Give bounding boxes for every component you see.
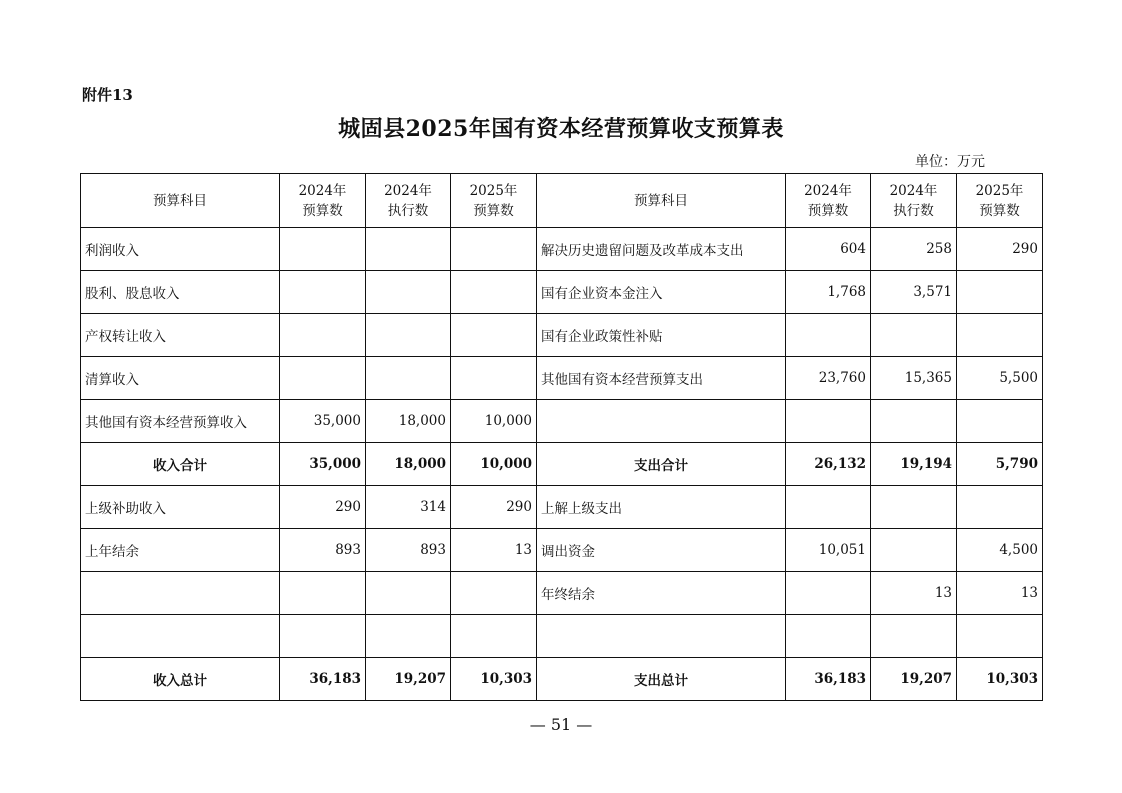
unit-label: 单位：万元 <box>915 154 985 170</box>
left-value-cell <box>366 271 451 314</box>
right-value-cell: 23,760 <box>786 357 871 400</box>
header-right-subject: 预算科目 <box>537 174 786 228</box>
left-subject-cell: 收入总计 <box>81 658 280 701</box>
right-value-cell <box>786 615 871 658</box>
left-value-cell: 18,000 <box>366 400 451 443</box>
right-value-cell: 13 <box>957 572 1043 615</box>
header-right-2024-budget: 2024年 预算数 <box>786 174 871 228</box>
right-value-cell <box>957 615 1043 658</box>
right-subject-cell <box>537 615 786 658</box>
right-value-cell: 4,500 <box>957 529 1043 572</box>
right-subject-cell: 调出资金 <box>537 529 786 572</box>
right-subject-cell: 其他国有资本经营预算支出 <box>537 357 786 400</box>
right-value-cell <box>957 400 1043 443</box>
right-value-cell: 290 <box>957 228 1043 271</box>
header-right-2024-exec: 2024年 执行数 <box>871 174 957 228</box>
left-value-cell <box>280 615 366 658</box>
right-subject-cell: 年终结余 <box>537 572 786 615</box>
right-subject-cell <box>537 400 786 443</box>
left-subject-cell: 其他国有资本经营预算收入 <box>81 400 280 443</box>
right-subject-cell: 支出总计 <box>537 658 786 701</box>
left-subject-cell: 上级补助收入 <box>81 486 280 529</box>
left-value-cell: 19,207 <box>366 658 451 701</box>
table-total-row <box>81 658 1043 701</box>
header-left-2024-budget: 2024年 预算数 <box>280 174 366 228</box>
left-value-cell <box>366 572 451 615</box>
right-subject-cell: 国有企业政策性补贴 <box>537 314 786 357</box>
left-value-cell <box>280 228 366 271</box>
table-row <box>81 615 1043 658</box>
right-value-cell: 1,768 <box>786 271 871 314</box>
left-value-cell: 893 <box>280 529 366 572</box>
right-value-cell <box>786 486 871 529</box>
right-value-cell: 604 <box>786 228 871 271</box>
table-total-row <box>81 443 1043 486</box>
right-value-cell: 5,500 <box>957 357 1043 400</box>
left-value-cell <box>366 228 451 271</box>
right-value-cell <box>871 529 957 572</box>
attachment-label: 附件13 <box>82 86 133 104</box>
right-value-cell: 36,183 <box>786 658 871 701</box>
table-row <box>81 271 1043 314</box>
right-subject-cell: 解决历史遗留问题及改革成本支出 <box>537 228 786 271</box>
right-value-cell: 10,051 <box>786 529 871 572</box>
left-subject-cell: 上年结余 <box>81 529 280 572</box>
table-row <box>81 357 1043 400</box>
left-value-cell: 36,183 <box>280 658 366 701</box>
right-subject-cell: 国有企业资本金注入 <box>537 271 786 314</box>
header-left-2024-exec: 2024年 执行数 <box>366 174 451 228</box>
left-value-cell: 10,303 <box>451 658 537 701</box>
header-left-subject: 预算科目 <box>81 174 280 228</box>
table-row <box>81 529 1043 572</box>
left-value-cell: 13 <box>451 529 537 572</box>
left-value-cell: 290 <box>451 486 537 529</box>
left-value-cell: 35,000 <box>280 443 366 486</box>
left-value-cell: 893 <box>366 529 451 572</box>
right-value-cell <box>871 486 957 529</box>
table-row <box>81 228 1043 271</box>
table-row <box>81 486 1043 529</box>
left-value-cell <box>280 271 366 314</box>
left-value-cell <box>451 314 537 357</box>
right-subject-cell: 上解上级支出 <box>537 486 786 529</box>
left-subject-cell: 收入合计 <box>81 443 280 486</box>
right-value-cell <box>786 400 871 443</box>
header-right-2025-budget: 2025年 预算数 <box>957 174 1043 228</box>
page-number: — 51 — <box>529 715 593 734</box>
left-value-cell: 290 <box>280 486 366 529</box>
left-value-cell <box>280 314 366 357</box>
right-value-cell <box>871 314 957 357</box>
header-left-2025-budget: 2025年 预算数 <box>451 174 537 228</box>
right-value-cell <box>871 615 957 658</box>
left-subject-cell: 股利、股息收入 <box>81 271 280 314</box>
right-value-cell: 15,365 <box>871 357 957 400</box>
right-value-cell: 19,207 <box>871 658 957 701</box>
page-title: 城固县2025年国有资本经营预算收支预算表 <box>338 116 784 142</box>
left-value-cell <box>366 357 451 400</box>
left-subject-cell <box>81 572 280 615</box>
left-value-cell <box>366 314 451 357</box>
table-header-row <box>81 174 1043 228</box>
budget-table <box>80 173 1043 701</box>
table-row <box>81 314 1043 357</box>
left-value-cell: 10,000 <box>451 400 537 443</box>
right-value-cell <box>786 314 871 357</box>
left-subject-cell: 产权转让收入 <box>81 314 280 357</box>
left-value-cell: 35,000 <box>280 400 366 443</box>
right-value-cell <box>957 271 1043 314</box>
left-subject-cell: 利润收入 <box>81 228 280 271</box>
right-value-cell: 258 <box>871 228 957 271</box>
right-value-cell <box>871 400 957 443</box>
right-value-cell: 13 <box>871 572 957 615</box>
left-value-cell <box>451 271 537 314</box>
left-value-cell <box>280 572 366 615</box>
left-value-cell <box>280 357 366 400</box>
right-value-cell <box>957 486 1043 529</box>
left-value-cell <box>451 615 537 658</box>
left-value-cell <box>366 615 451 658</box>
right-value-cell: 10,303 <box>957 658 1043 701</box>
left-value-cell: 10,000 <box>451 443 537 486</box>
right-subject-cell: 支出合计 <box>537 443 786 486</box>
right-value-cell <box>786 572 871 615</box>
left-value-cell <box>451 357 537 400</box>
right-value-cell: 3,571 <box>871 271 957 314</box>
left-value-cell <box>451 572 537 615</box>
right-value-cell <box>957 314 1043 357</box>
left-value-cell: 18,000 <box>366 443 451 486</box>
left-subject-cell: 清算收入 <box>81 357 280 400</box>
table-row <box>81 572 1043 615</box>
left-value-cell <box>451 228 537 271</box>
left-subject-cell <box>81 615 280 658</box>
right-value-cell: 5,790 <box>957 443 1043 486</box>
left-value-cell: 314 <box>366 486 451 529</box>
right-value-cell: 26,132 <box>786 443 871 486</box>
table-row <box>81 400 1043 443</box>
right-value-cell: 19,194 <box>871 443 957 486</box>
